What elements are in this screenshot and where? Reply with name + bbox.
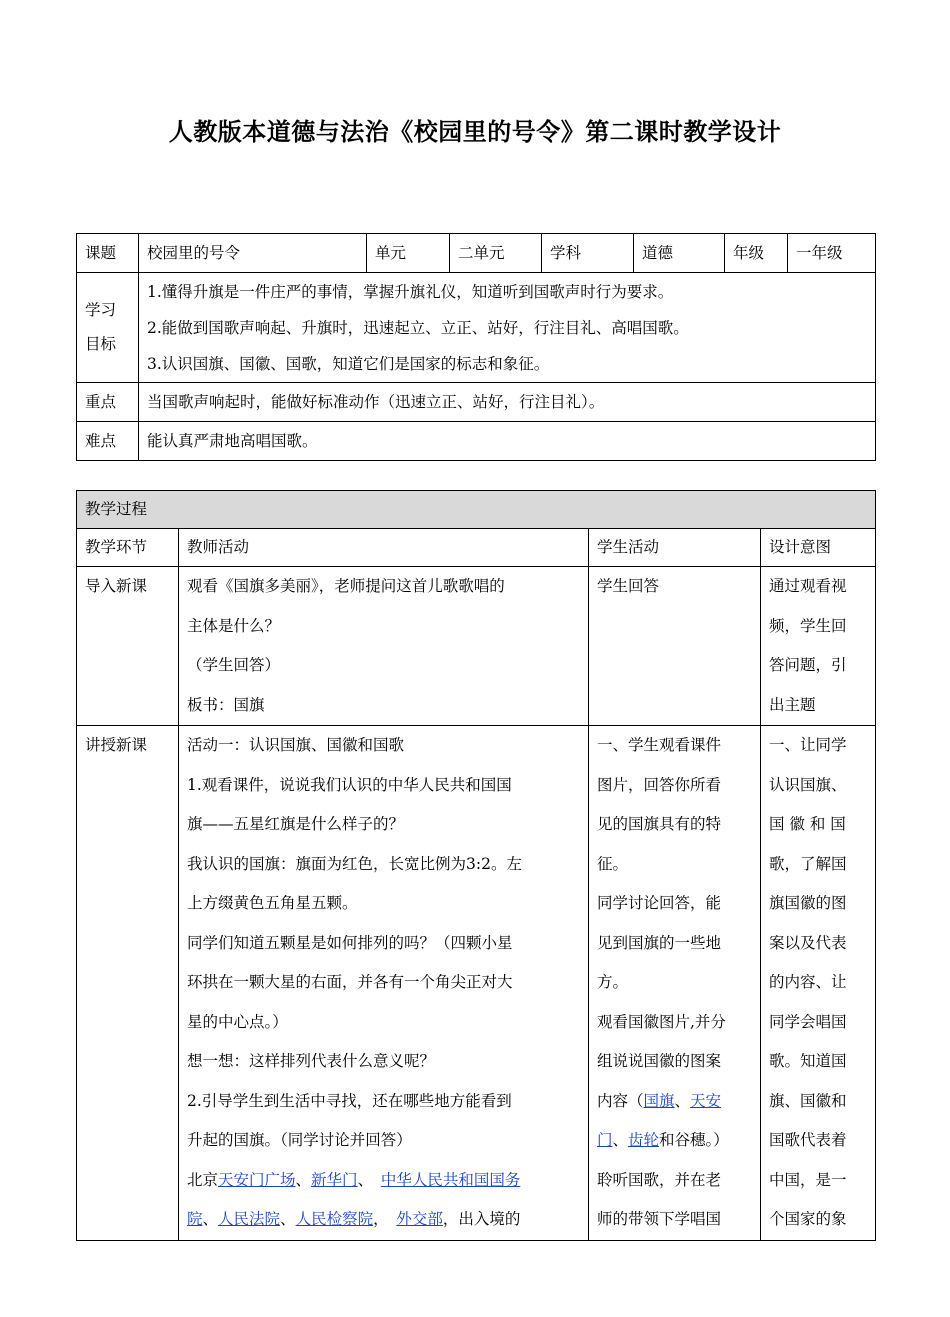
goals-label-line-2: 目标 [85,335,117,353]
text-line: 见的国旗具有的特 [597,815,722,833]
text-fragment: 和谷穗。） [659,1131,729,1149]
link-tiananmen-square[interactable]: 天安门广场 [218,1170,296,1189]
text-line: （学生回答） [187,656,281,674]
goals-label [77,273,139,383]
column-header-stage: 教学环节 [77,529,179,567]
column-header-intent: 设计意图 [761,529,876,567]
text-line: 出主题 [769,695,816,714]
text-line: 通过观看视 [769,577,847,595]
text-line: 见到国旗的一些地 [597,933,722,952]
topic-value: 校园里的号令 [139,234,367,273]
emblem-line [597,1082,752,1122]
text-line: 同学会唱国 [769,1012,847,1031]
text-line: 星的中心点。） [187,1012,288,1031]
unit-label: 单元 [367,234,450,273]
topic-label: 课题 [77,234,139,273]
link-procuratorate[interactable]: 人民检察院 [295,1210,374,1228]
goals-label-line-1: 学习 [85,301,117,319]
unit-value: 二单元 [450,234,542,273]
column-header-teacher: 教师活动 [179,529,589,567]
text-line: 我认识的国旗：旗面为红色，长宽比例为3:2。左 [187,854,522,873]
text-line: 上方缀黄色五角星五颗。 [187,894,358,912]
link-state-council-cont[interactable]: 院 [187,1210,203,1228]
text-fragment: 、 [674,1091,691,1110]
text-line: 案以及代表 [769,933,847,952]
link-xinhua-gate[interactable]: 新华门 [311,1170,358,1189]
key-point-label: 重点 [77,383,139,422]
text-line: 想一想：这样排列代表什么意义呢？ [187,1052,436,1070]
text-fragment: 、 [357,1170,381,1189]
text-line: 板书：国旗 [187,695,265,714]
text-line: 国歌代表着 [769,1131,847,1149]
link-national-flag[interactable]: 国旗 [643,1091,675,1110]
teacher-activity-new-lesson [179,726,589,1241]
text-fragment: 内容（ [597,1091,644,1110]
text-line: 个国家的象 [769,1210,847,1228]
subject-value: 道德 [634,234,725,273]
goals-list [139,273,876,383]
text-line: 中国，是一 [769,1170,847,1189]
text-line: 旗——五星红旗是什么样子的？ [187,815,405,833]
text-line: 歌。知道国 [769,1052,847,1070]
key-point-value: 当国歌声响起时，能做好标准动作（迅速立正、站好，行注目礼）。 [139,383,876,422]
goal-item: 1.懂得升旗是一件庄严的事情，掌握升旗礼仪，知道听到国歌声时行为要求。 [147,283,674,301]
text-line: 观看《国旗多美丽》，老师提问这首儿歌歌唱的 [187,577,505,595]
grade-label: 年级 [725,234,788,273]
difficulty-label: 难点 [77,422,139,461]
grade-value: 一年级 [788,234,876,273]
page-title: 人教版本道德与法治《校园里的号令》第二课时教学设计 [168,118,782,146]
text-line: 升起的国旗。（同学讨论并回答） [187,1131,412,1149]
places-line [187,1200,580,1240]
text-fragment: 、 [202,1210,219,1228]
text-line: 主体是什么？ [187,616,281,635]
text-line: 2.引导学生到生活中寻找，还在哪些地方能看到 [187,1091,512,1110]
link-tiananmen[interactable]: 天安 [690,1091,722,1110]
link-gear[interactable]: 齿轮 [628,1131,660,1149]
stage-new-lesson: 讲授新课 [77,726,179,1241]
teacher-activity-intro [179,567,589,726]
stage-intro: 导入新课 [77,567,179,726]
column-header-student: 学生活动 [589,529,761,567]
text-fragment: ， [373,1210,397,1228]
teaching-process-table [76,490,876,1241]
text-line: 旗、国徽和 [769,1091,847,1110]
text-line: 图片，回答你所看 [597,775,722,794]
difficulty-value: 能认真严肃地高唱国歌。 [139,422,876,461]
link-foreign-ministry[interactable]: 外交部 [396,1210,443,1228]
process-header: 教学过程 [77,491,876,529]
text-line: 环拱在一颗大星的右面，并各有一个角尖正对大 [187,973,513,991]
text-line: 认识国旗、 [769,775,847,794]
text-line: 歌，了解国 [769,854,847,873]
student-activity-intro: 学生回答 [589,567,761,726]
link-tiananmen-cont[interactable]: 门 [597,1131,613,1149]
design-intent-new-lesson [761,726,876,1241]
design-intent-intro [761,567,876,726]
text-line: 观看国徽图片,并分 [597,1012,726,1031]
places-line [187,1161,580,1201]
text-line: 师的带领下学唱国 [597,1210,722,1228]
link-peoples-court[interactable]: 人民法院 [218,1210,281,1228]
lesson-info-table [76,233,876,461]
text-line: 征。 [597,854,629,873]
text-fragment: ，出入境的 [442,1210,521,1228]
text-fragment: 北京 [187,1170,219,1189]
text-line: 同学们知道五颗星是如何排列的吗？（四颗小星 [187,933,513,952]
goal-item: 2.能做到国歌声响起、升旗时，迅速起立、立正、站好，行注目礼、高唱国歌。 [147,319,689,337]
text-line: 组说说国徽的图案 [597,1052,722,1070]
subject-label: 学科 [542,234,634,273]
text-line: 方。 [597,973,629,991]
text-line: 的内容、让 [769,973,847,991]
text-line: 同学讨论回答，能 [597,894,722,912]
text-line: 一、学生观看课件 [597,736,722,754]
text-line: 频，学生回 [769,616,847,635]
text-line: 活动一：认识国旗、国徽和国歌 [187,736,405,754]
emblem-line [597,1121,752,1161]
text-fragment: 、 [612,1131,629,1149]
link-state-council[interactable]: 中华人民共和国国务 [380,1170,521,1189]
student-activity-new-lesson [589,726,761,1241]
text-fragment: 、 [295,1170,312,1189]
text-line: 答问题，引 [769,656,847,674]
goal-item: 3.认识国旗、国徽、国歌，知道它们是国家的标志和象征。 [147,355,550,373]
text-fragment: 、 [280,1210,296,1228]
text-line: 1.观看课件，说说我们认识的中华人民共和国国 [187,775,512,794]
text-line: 聆听国歌，并在老 [597,1170,722,1189]
text-line: 国 徽 和 国 [769,815,846,833]
text-line: 一、让同学 [769,736,847,754]
text-line: 旗国徽的图 [769,894,847,912]
